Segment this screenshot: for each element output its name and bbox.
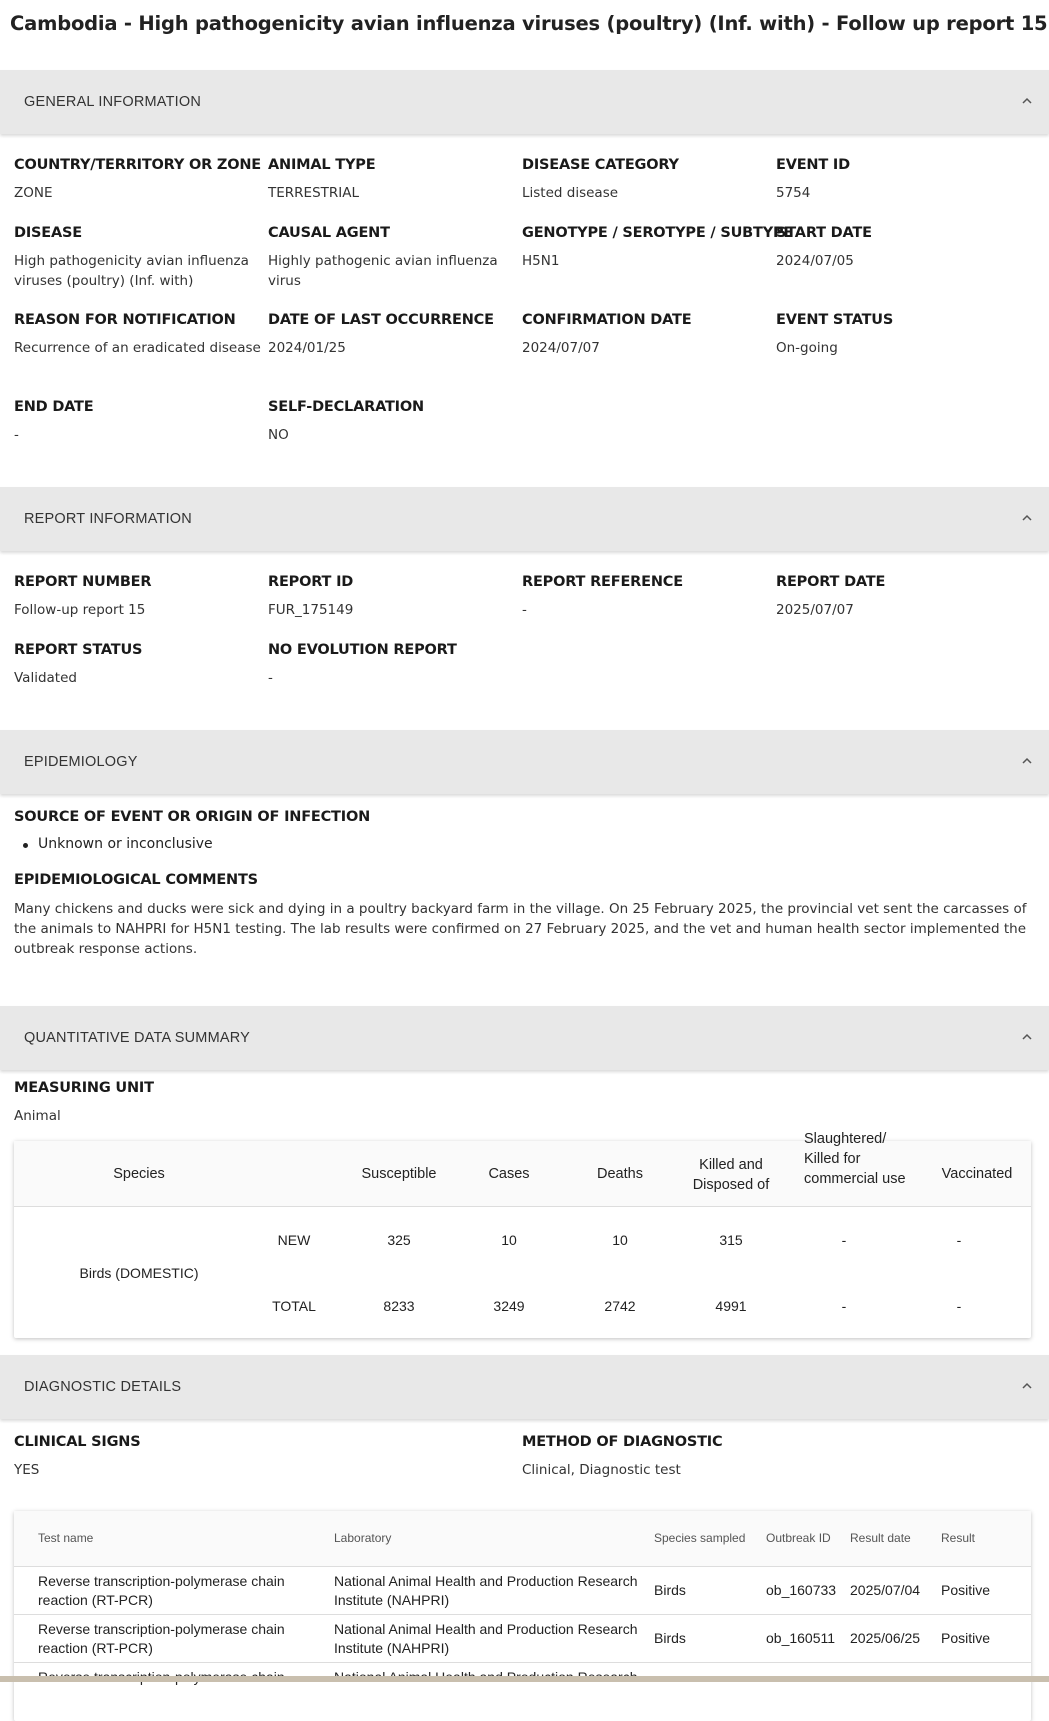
result-cell: Positive bbox=[941, 1630, 991, 1646]
field-method-of-diagnostic bbox=[522, 1434, 772, 1480]
field-value: - bbox=[268, 670, 273, 686]
table-cell: 315 bbox=[719, 1232, 743, 1248]
field-report-date bbox=[776, 574, 1026, 620]
outbreak-id-cell: ob_160733 bbox=[766, 1582, 837, 1598]
section-header-label: GENERAL INFORMATION bbox=[24, 94, 202, 110]
field-label: END DATE bbox=[14, 399, 94, 415]
chevron-up-icon[interactable] bbox=[1021, 1380, 1033, 1392]
field-label: REPORT DATE bbox=[776, 574, 886, 590]
chevron-up-icon[interactable] bbox=[1021, 512, 1033, 524]
field-measuring-unit bbox=[14, 1080, 264, 1126]
field-value: Recurrence of an eradicated disease bbox=[14, 340, 261, 356]
laboratory-cell: National Animal Health and Production Research Institute (NAHPRI) bbox=[334, 1621, 638, 1656]
diagnostic-details-header[interactable] bbox=[0, 1355, 1049, 1419]
laboratory-cell: National Animal Health and Production Research Institute (NAHPRI) bbox=[334, 1573, 638, 1608]
field-report-status bbox=[14, 642, 264, 688]
field-label: REPORT STATUS bbox=[14, 642, 143, 658]
table-cell: 4991 bbox=[715, 1298, 747, 1314]
diagnostic-tests-table bbox=[14, 1511, 1031, 1721]
field-label: REPORT REFERENCE bbox=[522, 574, 683, 590]
table-cell: - bbox=[956, 1232, 962, 1248]
chevron-up-icon[interactable] bbox=[1021, 755, 1033, 767]
field-value: YES bbox=[14, 1462, 40, 1478]
species-sampled-cell: Birds bbox=[654, 1582, 686, 1598]
column-header: Susceptible bbox=[361, 1166, 437, 1182]
column-header: Killed and Disposed of bbox=[692, 1157, 770, 1193]
field-label: DISEASE CATEGORY bbox=[522, 157, 679, 173]
field-value: Animal bbox=[14, 1108, 61, 1124]
field-label: START DATE bbox=[776, 225, 872, 241]
field-country-zone bbox=[14, 157, 264, 203]
field-confirmation-date bbox=[522, 312, 772, 358]
field-label: NO EVOLUTION REPORT bbox=[268, 642, 457, 658]
table-cell: 3249 bbox=[493, 1298, 525, 1314]
column-header: Test name bbox=[38, 1531, 94, 1545]
field-epidemiological-comments bbox=[14, 872, 614, 888]
field-value: H5N1 bbox=[522, 253, 560, 269]
section-header-label: REPORT INFORMATION bbox=[24, 511, 192, 527]
row-type-new: NEW bbox=[277, 1232, 311, 1248]
field-value: 2024/07/05 bbox=[776, 253, 854, 269]
test-name-cell: Reverse transcription-polymerase chain reaction (RT-PCR) bbox=[38, 1621, 285, 1656]
field-label: SOURCE OF EVENT OR ORIGIN OF INFECTION bbox=[14, 809, 371, 825]
field-value: FUR_175149 bbox=[268, 602, 354, 618]
field-last-occurrence bbox=[268, 312, 518, 358]
table-cell: 325 bbox=[387, 1232, 411, 1248]
field-value: 2024/01/25 bbox=[268, 340, 346, 356]
field-start-date bbox=[776, 225, 1026, 271]
field-label: GENOTYPE / SEROTYPE / SUBTYPE bbox=[522, 225, 794, 241]
table-row bbox=[14, 1567, 1031, 1615]
page-title: Cambodia - High pathogenicity avian influenza viruses (poultry) (Inf. with) - Follow up report 15 bbox=[10, 12, 1048, 35]
field-report-number bbox=[14, 574, 264, 620]
field-reason-notification bbox=[14, 312, 264, 358]
table-row bbox=[14, 1663, 1031, 1711]
general-information-header[interactable] bbox=[0, 70, 1049, 134]
column-header: Laboratory bbox=[334, 1531, 392, 1545]
page-bottom-bar bbox=[0, 1676, 1049, 1682]
species-cell: Birds (DOMESTIC) bbox=[79, 1265, 199, 1281]
field-report-id bbox=[268, 574, 518, 620]
field-report-reference bbox=[522, 574, 772, 620]
epidemiology-header[interactable] bbox=[0, 730, 1049, 794]
epidemiological-comments-text: Many chickens and ducks were sick and dying in a poultry backyard farm in the village. On 25 February 2025, the provincial vet sent the carcasses of the animals to NAHPRI for H5N1 testing. The lab results were confirmed on 27 February 2025, and the vet and human health sector implemented the outbreak response actions. bbox=[14, 901, 1027, 957]
field-label: EPIDEMIOLOGICAL COMMENTS bbox=[14, 872, 258, 888]
field-disease-category bbox=[522, 157, 772, 203]
column-header: Outbreak ID bbox=[766, 1531, 831, 1545]
field-value: High pathogenicity avian influenza viruses (poultry) (Inf. with) bbox=[14, 253, 249, 289]
field-causal-agent bbox=[268, 225, 518, 291]
table-row bbox=[14, 1615, 1031, 1663]
field-disease bbox=[14, 225, 264, 291]
result-date-cell: 2025/07/04 bbox=[850, 1582, 921, 1598]
column-header: Deaths bbox=[597, 1166, 643, 1182]
field-label: CLINICAL SIGNS bbox=[14, 1434, 141, 1450]
section-header-label: QUANTITATIVE DATA SUMMARY bbox=[24, 1030, 251, 1046]
field-label: DATE OF LAST OCCURRENCE bbox=[268, 312, 494, 328]
table-header-row bbox=[14, 1511, 1031, 1567]
field-label: DISEASE bbox=[14, 225, 82, 241]
table-cell: 2742 bbox=[604, 1298, 636, 1314]
table-cell: - bbox=[956, 1298, 962, 1314]
field-source-of-event bbox=[14, 809, 614, 825]
field-label: EVENT STATUS bbox=[776, 312, 894, 328]
field-label: REPORT NUMBER bbox=[14, 574, 152, 590]
field-value: 2024/07/07 bbox=[522, 340, 600, 356]
table-cell: 8233 bbox=[383, 1298, 415, 1314]
field-end-date bbox=[14, 399, 264, 445]
field-value: Follow-up report 15 bbox=[14, 602, 146, 618]
field-value: - bbox=[522, 602, 527, 618]
table-cell: 10 bbox=[501, 1232, 517, 1248]
field-label: SELF-DECLARATION bbox=[268, 399, 424, 415]
field-value: Clinical, Diagnostic test bbox=[522, 1462, 681, 1478]
field-value: Highly pathogenic avian influenza virus bbox=[268, 253, 498, 289]
column-header: Species sampled bbox=[654, 1531, 746, 1545]
field-value: NO bbox=[268, 427, 289, 443]
field-label: REPORT ID bbox=[268, 574, 354, 590]
table-cell: 10 bbox=[612, 1232, 628, 1248]
source-item: Unknown or inconclusive bbox=[38, 836, 213, 852]
column-header: Result bbox=[941, 1531, 976, 1545]
column-header: Vaccinated bbox=[941, 1166, 1013, 1182]
result-cell: Positive bbox=[941, 1582, 991, 1598]
report-information-header[interactable] bbox=[0, 487, 1049, 551]
field-label: CONFIRMATION DATE bbox=[522, 312, 692, 328]
field-clinical-signs bbox=[14, 1434, 264, 1480]
field-value: - bbox=[14, 427, 19, 443]
field-label: COUNTRY/TERRITORY OR ZONE bbox=[14, 157, 262, 173]
species-sampled-cell: Birds bbox=[654, 1630, 686, 1646]
table-cell: - bbox=[841, 1232, 847, 1248]
chevron-up-icon[interactable] bbox=[1021, 1031, 1033, 1043]
field-value: TERRESTRIAL bbox=[268, 185, 359, 201]
field-value: On-going bbox=[776, 340, 838, 356]
outbreak-id-cell: ob_160511 bbox=[766, 1630, 836, 1646]
field-value: 5754 bbox=[776, 185, 811, 201]
table-cell: - bbox=[841, 1298, 847, 1314]
column-header: Cases bbox=[488, 1166, 530, 1182]
field-genotype bbox=[522, 225, 794, 271]
table-header-row bbox=[14, 1131, 1031, 1207]
field-label: METHOD OF DIAGNOSTIC bbox=[522, 1434, 723, 1450]
result-date-cell: 2025/06/25 bbox=[850, 1630, 921, 1646]
column-header: Species bbox=[113, 1166, 165, 1182]
field-self-declaration bbox=[268, 399, 518, 445]
chevron-up-icon[interactable] bbox=[1021, 95, 1033, 107]
column-header: Slaughtered/ Killed for commercial use bbox=[804, 1131, 906, 1187]
field-label: ANIMAL TYPE bbox=[268, 157, 376, 173]
column-header: Result date bbox=[850, 1531, 911, 1545]
field-value: Validated bbox=[14, 670, 77, 686]
field-value: 2025/07/07 bbox=[776, 602, 854, 618]
field-animal-type bbox=[268, 157, 518, 203]
quantitative-table bbox=[14, 1131, 1031, 1338]
field-label: REASON FOR NOTIFICATION bbox=[14, 312, 236, 328]
field-label: CAUSAL AGENT bbox=[268, 225, 390, 241]
field-value: Listed disease bbox=[522, 185, 619, 201]
field-no-evolution-report bbox=[268, 642, 518, 688]
field-label: MEASURING UNIT bbox=[14, 1080, 154, 1096]
row-type-total: TOTAL bbox=[272, 1298, 316, 1314]
section-header-label: EPIDEMIOLOGY bbox=[24, 754, 138, 770]
field-label: EVENT ID bbox=[776, 157, 850, 173]
field-value: ZONE bbox=[14, 185, 53, 201]
field-event-status bbox=[776, 312, 1026, 358]
section-header-label: DIAGNOSTIC DETAILS bbox=[24, 1379, 182, 1395]
test-name-cell: Reverse transcription-polymerase chain reaction (RT-PCR) bbox=[38, 1573, 285, 1608]
field-event-id bbox=[776, 157, 1026, 203]
quantitative-data-header[interactable] bbox=[0, 1006, 1049, 1070]
